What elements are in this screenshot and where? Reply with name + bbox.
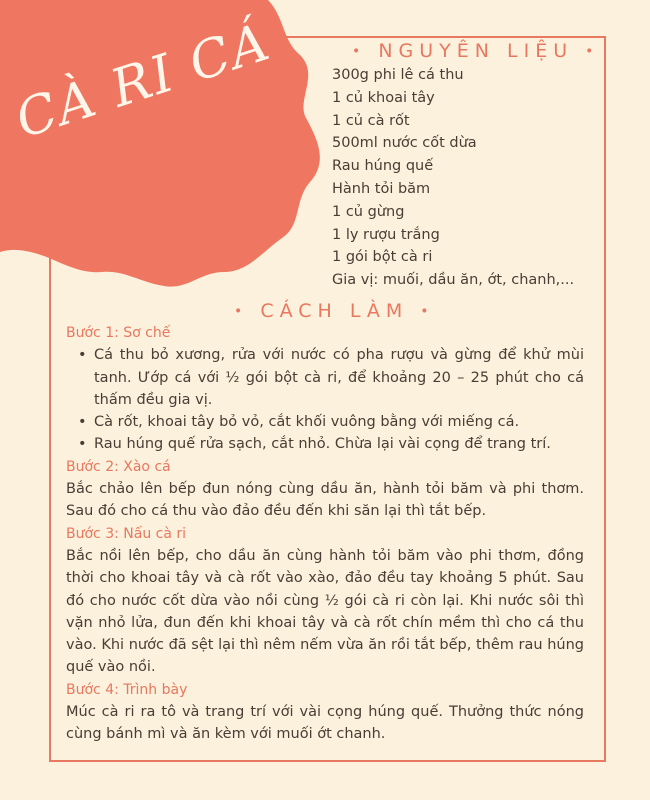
heading-dot-right: • <box>420 303 435 320</box>
step3-text: Bắc nồi lên bếp, cho dầu ăn cùng hành tỏi băm vào phi thơm, đồng thời cho khoai tây và cà rốt vào xào, đảo đều tay khoảng 5 phút. Sau đó cho nước cốt dừa vào nồi cùng ½ gói cà ri còn lại. Khi nước sôi thì vặn nhỏ lửa, đun đến khi khoai tây và cà rốt chín mềm thì cho cá thu vào. Khi nước đã sệt lại thì nêm nếm vừa ăn rồi tắt bếp, thêm rau húng quế vào nồi. <box>66 547 584 676</box>
step4-text: Múc cà ri ra tô và trang trí với vài cọng húng quế. Thưởng thức nóng cùng bánh mì và ăn kèm với muối ớt chanh. <box>66 704 584 743</box>
ingredient-item: Gia vị: muối, dầu ăn, ớt, chanh,... <box>332 272 575 289</box>
ingredient-item: 1 ly rượu trắng <box>332 226 440 243</box>
step1-bullets <box>66 344 584 455</box>
heading-dot-right: • <box>585 43 600 60</box>
step2-text: Bắc chảo lên bếp đun nóng cùng dầu ăn, hành tỏi băm và phi thơm. Sau đó cho cá thu vào đảo đều đến khi săn lại thì tắt bếp. <box>66 481 584 520</box>
ingredients-heading-text: NGUYÊN LIỆU <box>378 40 574 62</box>
ingredient-item: 1 củ khoai tây <box>332 89 435 106</box>
ingredient-item: Hành tỏi băm <box>332 180 431 197</box>
ingredients-list <box>332 64 574 292</box>
method-heading-text: CÁCH LÀM <box>260 300 409 322</box>
method-heading <box>230 300 439 322</box>
ingredient-item: 500ml nước cốt dừa <box>332 135 477 152</box>
step4-title: Bước 4: Trình bày <box>66 681 188 698</box>
step1-bullet: • Cà rốt, khoai tây bỏ vỏ, cắt khối vuông bằng với miếng cá. <box>76 411 584 433</box>
ingredient-item: 1 gói bột cà ri <box>332 249 433 266</box>
ingredient-item: 1 củ gừng <box>332 203 405 220</box>
step1-title: Bước 1: Sơ chế <box>66 325 171 341</box>
step3-title: Bước 3: Nấu cà ri <box>66 525 187 542</box>
ingredients-heading <box>352 40 599 62</box>
ingredient-item: 1 củ cà rốt <box>332 112 410 129</box>
step1-bullet: • Cá thu bỏ xương, rửa với nước có pha rượu và gừng để khử mùi tanh. Ướp cá với ½ gói bột cà ri, để khoảng 20 – 25 phút cho cá thấm đều gia vị. <box>76 344 584 411</box>
step2-title: Bước 2: Xào cá <box>66 458 171 475</box>
ingredient-item: 300g phi lê cá thu <box>332 67 464 83</box>
heading-dot-left: • <box>352 43 367 60</box>
step1-bullet: • Rau húng quế rửa sạch, cắt nhỏ. Chừa lại vài cọng để trang trí. <box>76 433 584 455</box>
method-section <box>66 322 584 746</box>
heading-dot-left: • <box>234 303 249 320</box>
recipe-title: CÀ RI CÁ <box>8 12 278 151</box>
ingredient-item: Rau húng quế <box>332 158 434 175</box>
